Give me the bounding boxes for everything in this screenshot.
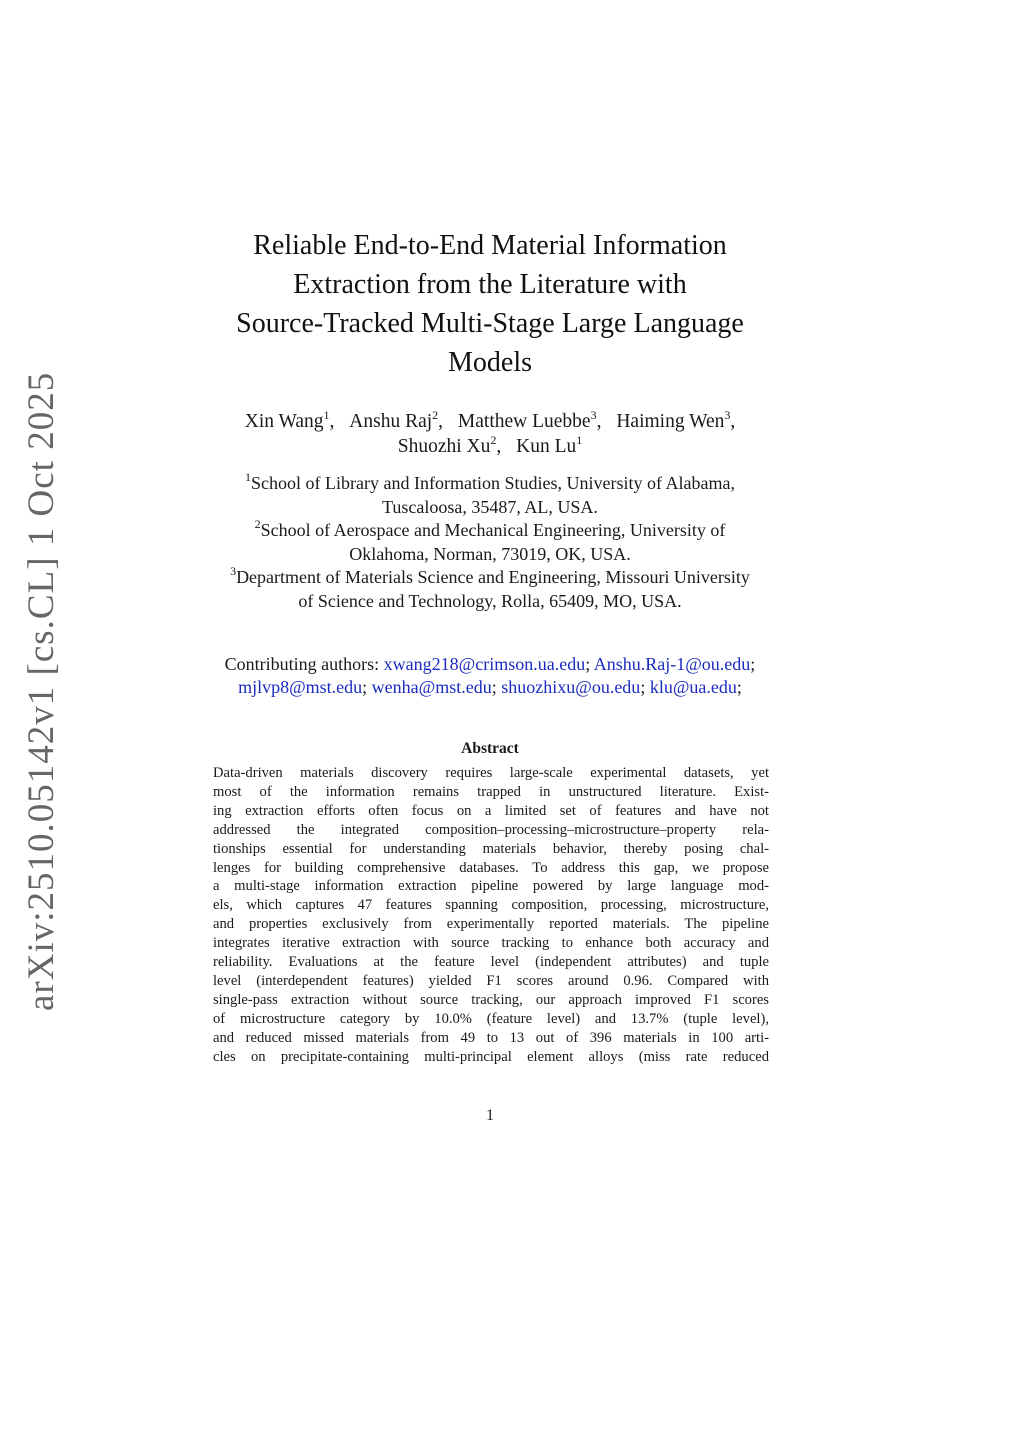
abstract-heading: Abstract — [461, 740, 519, 757]
title-line: Reliable End-to-End Material Information — [253, 230, 727, 261]
abstract-line: Data-driven materials discovery requires large-scale experimental datasets, yet — [213, 765, 769, 781]
abstract-line: cles on precipitate-containing multi-principal element alloys (miss rate reduced — [213, 1048, 769, 1065]
paper-title — [150, 226, 830, 382]
abstract-line: a multi-stage information extraction pipeline powered by large language mod- — [213, 878, 769, 895]
affiliation: $^2$School of Aerospace and Mechanical Engineering, University of Oklahoma, Norman, 73019, OK, USA. — [254, 517, 726, 564]
page-number: 1 — [486, 1107, 494, 1124]
abstract-line: lenges for building comprehensive databases. To address this gap, we propose — [213, 859, 769, 876]
abstract-line: most of the information remains trapped in unstructured literature. Exist- — [213, 783, 769, 800]
author: Kun Lu$^1$ — [516, 433, 583, 457]
author: Xin Wang$^1$, — [244, 408, 335, 432]
contributing-label: Contributing authors: — [224, 654, 380, 674]
author: Matthew Luebbe$^3$, — [457, 408, 602, 432]
author: Haiming Wen$^3$, — [616, 408, 736, 432]
title-line: Source-Tracked Multi-Stage Large Language — [236, 308, 744, 339]
abstract-line: and reduced missed materials from 49 to 13 out of 396 materials in 100 arti- — [213, 1029, 769, 1046]
abstract-line: els, which captures 47 features spanning composition, processing, microstructure, — [213, 897, 769, 914]
abstract-line: reliability. Evaluations at the feature level (independent attributes) and tuple — [213, 954, 769, 971]
abstract-line: single-pass extraction without source tracking, our approach improved F1 scores — [213, 991, 769, 1008]
abstract-line: addressed the integrated composition–processing–microstructure–property rela- — [213, 821, 769, 838]
affiliation-list — [150, 472, 830, 613]
email-link[interactable]: shuozhixu@ou.edu — [501, 677, 641, 697]
title-line: Models — [448, 347, 532, 378]
affiliation: $^3$Department of Materials Science and Engineering, Missouri University of Science and Technology, Rolla, 65409, MO, USA. — [230, 564, 750, 611]
email-link[interactable]: wenha@mst.edu — [371, 677, 492, 697]
abstract-line: tionships essential for understanding materials behavior, thereby posing chal- — [213, 840, 769, 857]
contributing-authors: Contributing authors: xwang218@crimson.ua.edu; Anshu.Raj-1@ou.edu; mjlvp8@mst.edu; wenha@mst.edu; shuozhixu@ou.edu; klu@ua.edu; — [224, 654, 756, 697]
email-link[interactable]: mjlvp8@mst.edu — [238, 677, 363, 697]
abstract-line: integrates iterative extraction with source tracking to enhance both accuracy and — [213, 935, 769, 952]
email-link[interactable]: xwang218@crimson.ua.edu — [383, 654, 586, 674]
abstract-line: ing extraction efforts often focus on a limited set of features and have not — [213, 802, 769, 819]
abstract-body — [213, 764, 769, 1067]
arxiv-identifier-stamp: arXiv:2510.05142v1 [cs.CL] 1 Oct 2025 — [21, 371, 62, 1011]
abstract-line: and properties exclusively from experimentally reported materials. The pipeline — [213, 916, 769, 933]
author: Anshu Raj$^2$, — [349, 408, 444, 432]
title-line: Extraction from the Literature with — [293, 269, 687, 300]
email-link[interactable]: klu@ua.edu — [649, 677, 737, 697]
author: Shuozhi Xu$^2$, — [397, 433, 502, 457]
affiliation: $^1$School of Library and Information Studies, University of Alabama, Tuscaloosa, 35487, AL, USA. — [245, 470, 735, 517]
abstract-line: level (interdependent features) yielded F1 scores around 0.96. Compared with — [213, 972, 769, 989]
author-list — [150, 409, 830, 459]
email-link[interactable]: Anshu.Raj-1@ou.edu — [593, 654, 751, 674]
abstract-line: of microstructure category by 10.0% (feature level) and 13.7% (tuple level), — [213, 1010, 769, 1027]
